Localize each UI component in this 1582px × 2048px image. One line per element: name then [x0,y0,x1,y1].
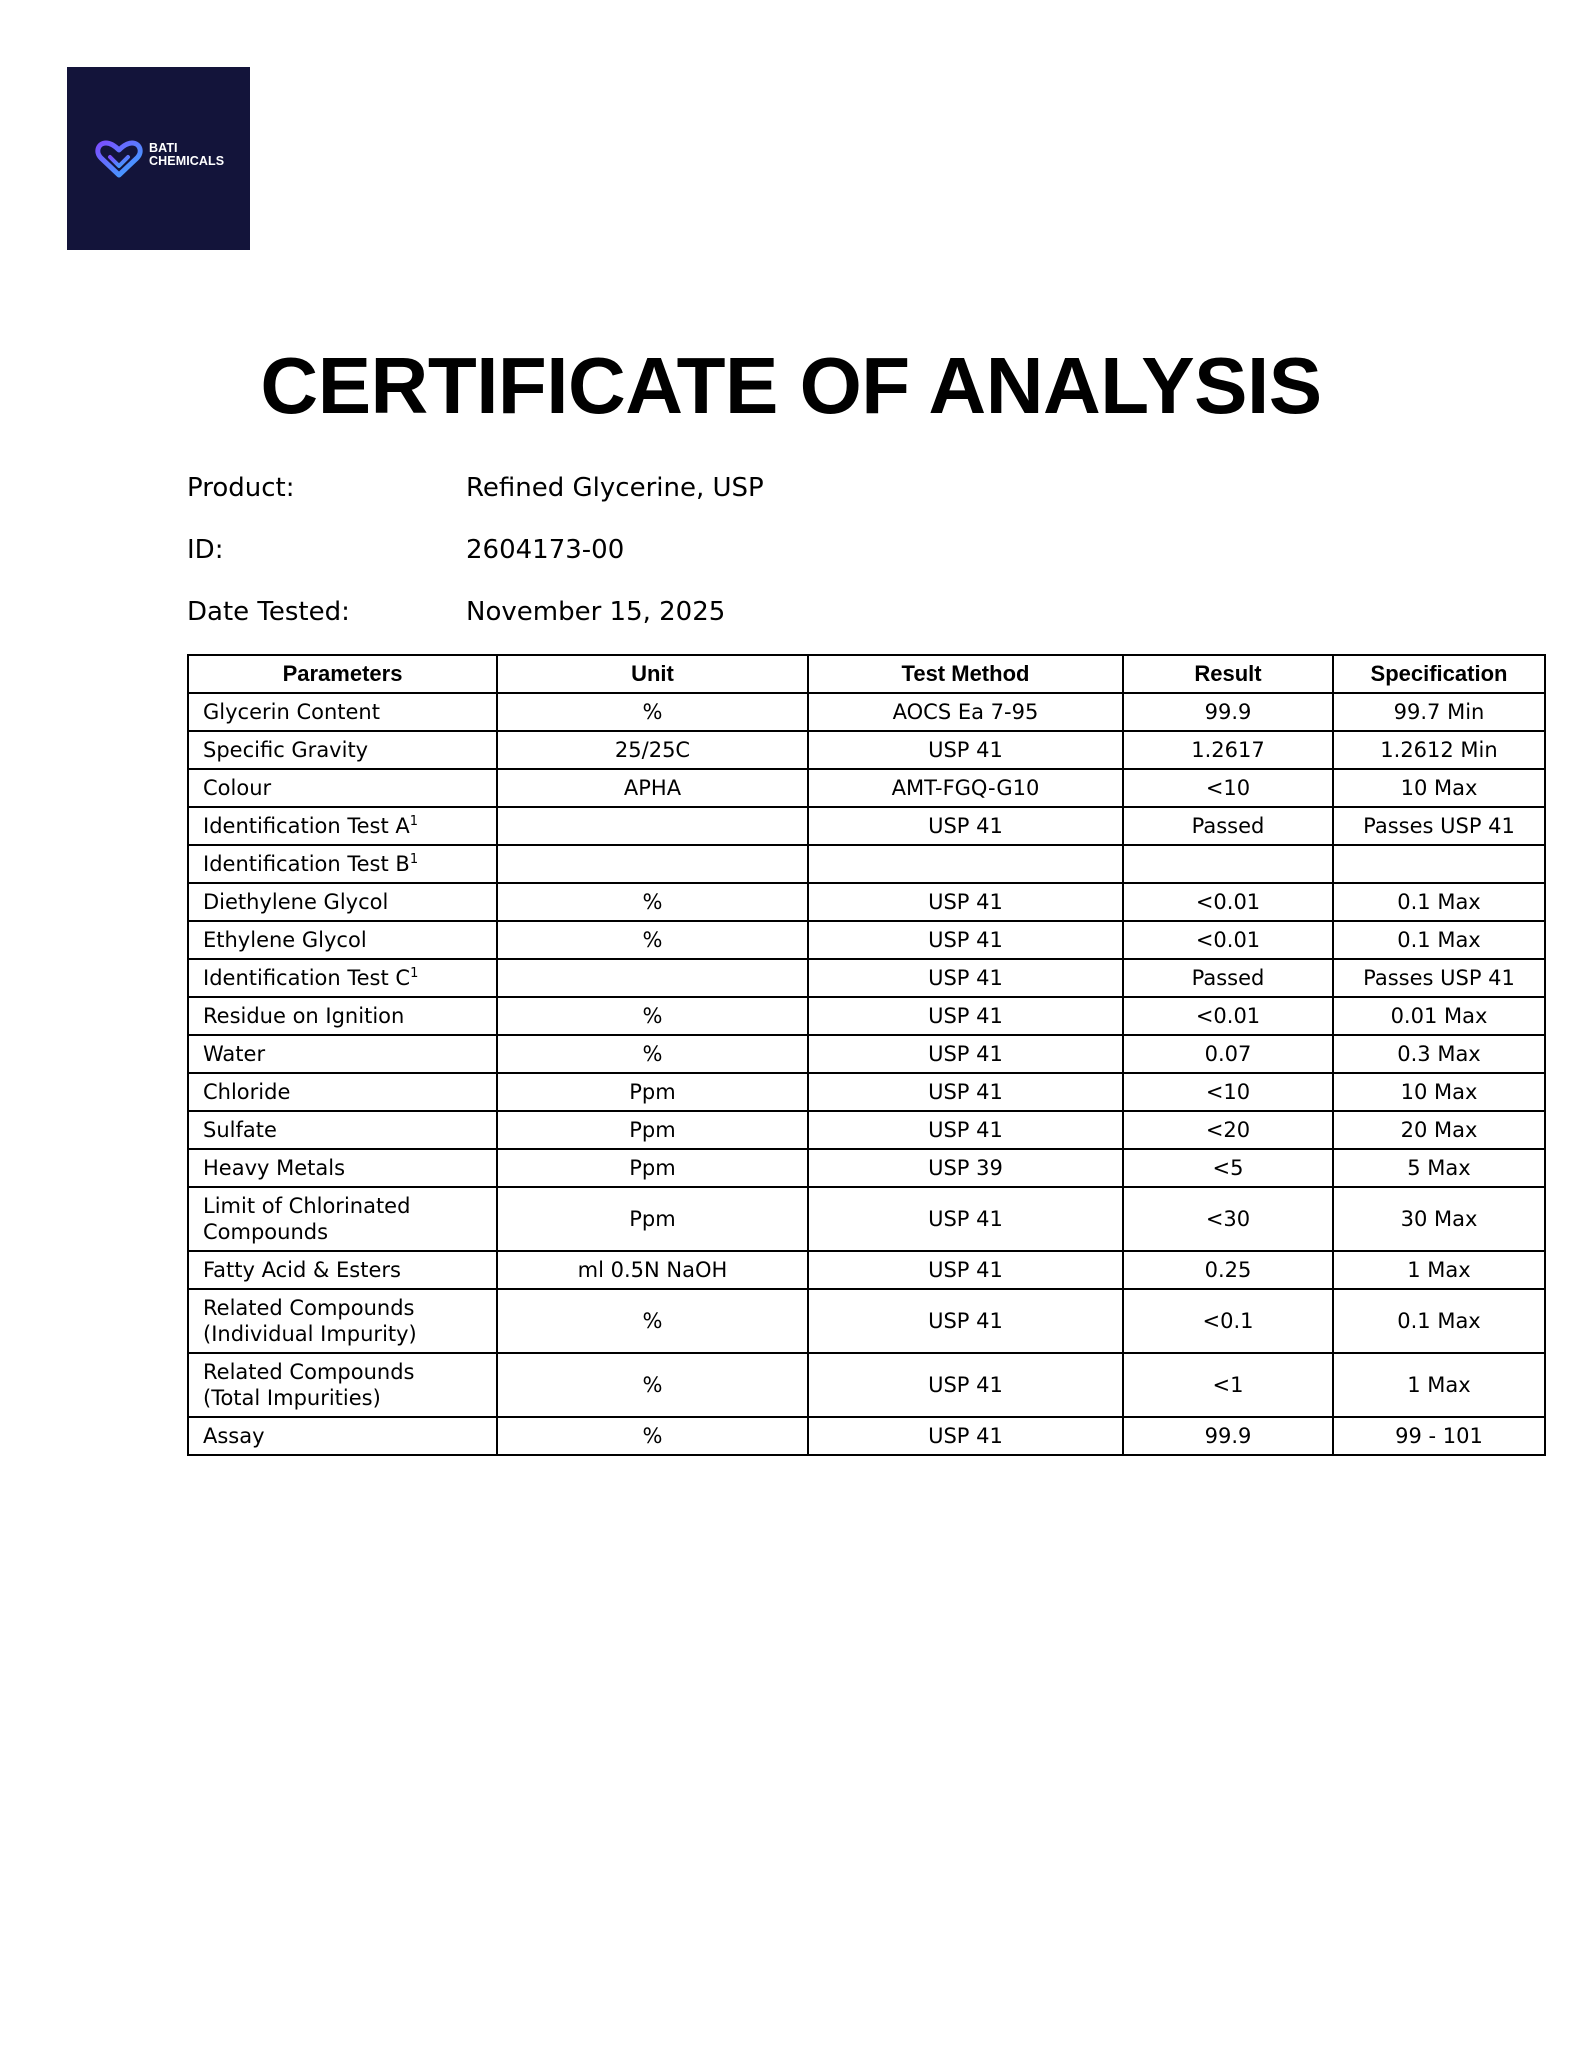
cell-method: AMT-FGQ-G10 [808,769,1123,807]
parameter-line-2: Compounds [203,1220,329,1244]
cell-unit: % [497,921,808,959]
table-header-row [188,655,1545,693]
footnote-marker: 1 [409,852,419,867]
cell-unit [497,959,808,997]
table-row [188,845,1545,883]
cell-unit: Ppm [497,1149,808,1187]
logo-wordmark [149,142,224,168]
cell-parameter: Glycerin Content [188,693,497,731]
logo-text-line2: CHEMICALS [149,154,225,168]
table-row [188,1417,1545,1455]
parameter-text: Identification Test B [203,852,410,876]
cell-parameter: Residue on Ignition [188,997,497,1035]
cell-method: USP 39 [808,1149,1123,1187]
cell-result: <30 [1123,1187,1333,1251]
cell-result [1123,845,1333,883]
cell-spec: Passes USP 41 [1333,959,1545,997]
cell-result: <1 [1123,1353,1333,1417]
cell-parameter [188,1353,497,1417]
table-row [188,731,1545,769]
header-unit: Unit [497,655,808,693]
cell-spec: Passes USP 41 [1333,807,1545,845]
cell-spec: 1.2612 Min [1333,731,1545,769]
cell-unit [497,807,808,845]
cell-method: USP 41 [808,1073,1123,1111]
cell-result: <5 [1123,1149,1333,1187]
cell-unit: % [497,1035,808,1073]
cell-unit: % [497,997,808,1035]
cell-unit: % [497,1417,808,1455]
cell-result: 99.9 [1123,693,1333,731]
cell-spec: 1 Max [1333,1251,1545,1289]
cell-method: USP 41 [808,921,1123,959]
table-row [188,769,1545,807]
table-row [188,1353,1545,1417]
cell-parameter: Water [188,1035,497,1073]
table-row [188,1111,1545,1149]
cell-method [808,845,1123,883]
table-row [188,807,1545,845]
cell-parameter: Diethylene Glycol [188,883,497,921]
cell-spec: 5 Max [1333,1149,1545,1187]
cell-spec: 99 - 101 [1333,1417,1545,1455]
table-row [188,693,1545,731]
heart-logo-icon [94,139,144,179]
date-value: November 15, 2025 [466,597,726,627]
cell-parameter: Fatty Acid & Esters [188,1251,497,1289]
cell-method: USP 41 [808,997,1123,1035]
cell-method: USP 41 [808,807,1123,845]
cell-unit: ml 0.5N NaOH [497,1251,808,1289]
cell-result: 1.2617 [1123,731,1333,769]
cell-unit: Ppm [497,1187,808,1251]
cell-parameter: Specific Gravity [188,731,497,769]
cell-result: Passed [1123,959,1333,997]
cell-method: USP 41 [808,1035,1123,1073]
cell-parameter [188,1289,497,1353]
cell-parameter [188,1187,497,1251]
cell-spec: 1 Max [1333,1353,1545,1417]
table-row [188,959,1545,997]
footnote-marker: 1 [409,814,419,829]
cell-spec: 10 Max [1333,1073,1545,1111]
cell-method: USP 41 [808,1251,1123,1289]
table-row [188,1187,1545,1251]
parameter-line-1: Related Compounds [203,1296,415,1320]
cell-unit: Ppm [497,1111,808,1149]
cell-result: <0.1 [1123,1289,1333,1353]
cell-unit: % [497,1289,808,1353]
cell-method: USP 41 [808,1187,1123,1251]
cell-unit: % [497,1353,808,1417]
parameter-line-2: (Individual Impurity) [203,1322,417,1346]
cell-unit: Ppm [497,1073,808,1111]
cell-result: <10 [1123,1073,1333,1111]
cell-unit: % [497,693,808,731]
cell-method: USP 41 [808,731,1123,769]
product-value: Refined Glycerine, USP [466,473,764,503]
cell-result: <0.01 [1123,997,1333,1035]
cell-method: USP 41 [808,1289,1123,1353]
cell-result: <20 [1123,1111,1333,1149]
cell-parameter: Chloride [188,1073,497,1111]
cell-result: <0.01 [1123,883,1333,921]
cell-result: <0.01 [1123,921,1333,959]
parameter-text: Identification Test C [203,966,411,990]
cell-parameter [188,807,497,845]
cell-spec: 0.1 Max [1333,1289,1545,1353]
cell-spec: 99.7 Min [1333,693,1545,731]
footnote-marker: 1 [410,966,419,981]
cell-spec: 0.01 Max [1333,997,1545,1035]
cell-result: Passed [1123,807,1333,845]
cell-parameter: Ethylene Glycol [188,921,497,959]
header-test-method: Test Method [808,655,1123,693]
cell-method: USP 41 [808,1353,1123,1417]
table-row [188,997,1545,1035]
page-title: CERTIFICATE OF ANALYSIS [260,341,1322,430]
table-row [188,883,1545,921]
table-row [188,1251,1545,1289]
cell-parameter [188,959,497,997]
cell-method: USP 41 [808,1417,1123,1455]
analysis-table [187,654,1546,1456]
cell-unit: 25/25C [497,731,808,769]
cell-method: USP 41 [808,959,1123,997]
cell-parameter: Heavy Metals [188,1149,497,1187]
table-row [188,1035,1545,1073]
cell-spec: 10 Max [1333,769,1545,807]
cell-parameter: Colour [188,769,497,807]
cell-spec: 0.1 Max [1333,921,1545,959]
table-row [188,1149,1545,1187]
cell-method: AOCS Ea 7-95 [808,693,1123,731]
cell-spec: 0.3 Max [1333,1035,1545,1073]
table-row [188,921,1545,959]
parameter-line-1: Related Compounds [203,1360,415,1384]
cell-result: <10 [1123,769,1333,807]
company-logo [67,67,250,250]
parameter-line-2: (Total Impurities) [203,1386,381,1410]
cell-result: 99.9 [1123,1417,1333,1455]
parameter-text: Identification Test A [203,814,410,838]
cell-result: 0.25 [1123,1251,1333,1289]
header-result: Result [1123,655,1333,693]
cell-method: USP 41 [808,883,1123,921]
id-value: 2604173-00 [466,535,625,565]
cell-parameter [188,845,497,883]
cell-parameter: Sulfate [188,1111,497,1149]
date-label: Date Tested: [187,597,350,627]
cell-parameter: Assay [188,1417,497,1455]
logo-text-line1: BATI [149,141,178,155]
cell-result: 0.07 [1123,1035,1333,1073]
cell-unit: APHA [497,769,808,807]
product-label: Product: [187,473,295,503]
cell-unit [497,845,808,883]
cell-unit: % [497,883,808,921]
table-row [188,1073,1545,1111]
id-label: ID: [187,535,224,565]
cell-spec [1333,845,1545,883]
cell-spec: 20 Max [1333,1111,1545,1149]
cell-method: USP 41 [808,1111,1123,1149]
table-row [188,1289,1545,1353]
cell-spec: 0.1 Max [1333,883,1545,921]
header-parameters: Parameters [188,655,497,693]
header-specification: Specification [1333,655,1545,693]
cell-spec: 30 Max [1333,1187,1545,1251]
parameter-line-1: Limit of Chlorinated [203,1194,411,1218]
